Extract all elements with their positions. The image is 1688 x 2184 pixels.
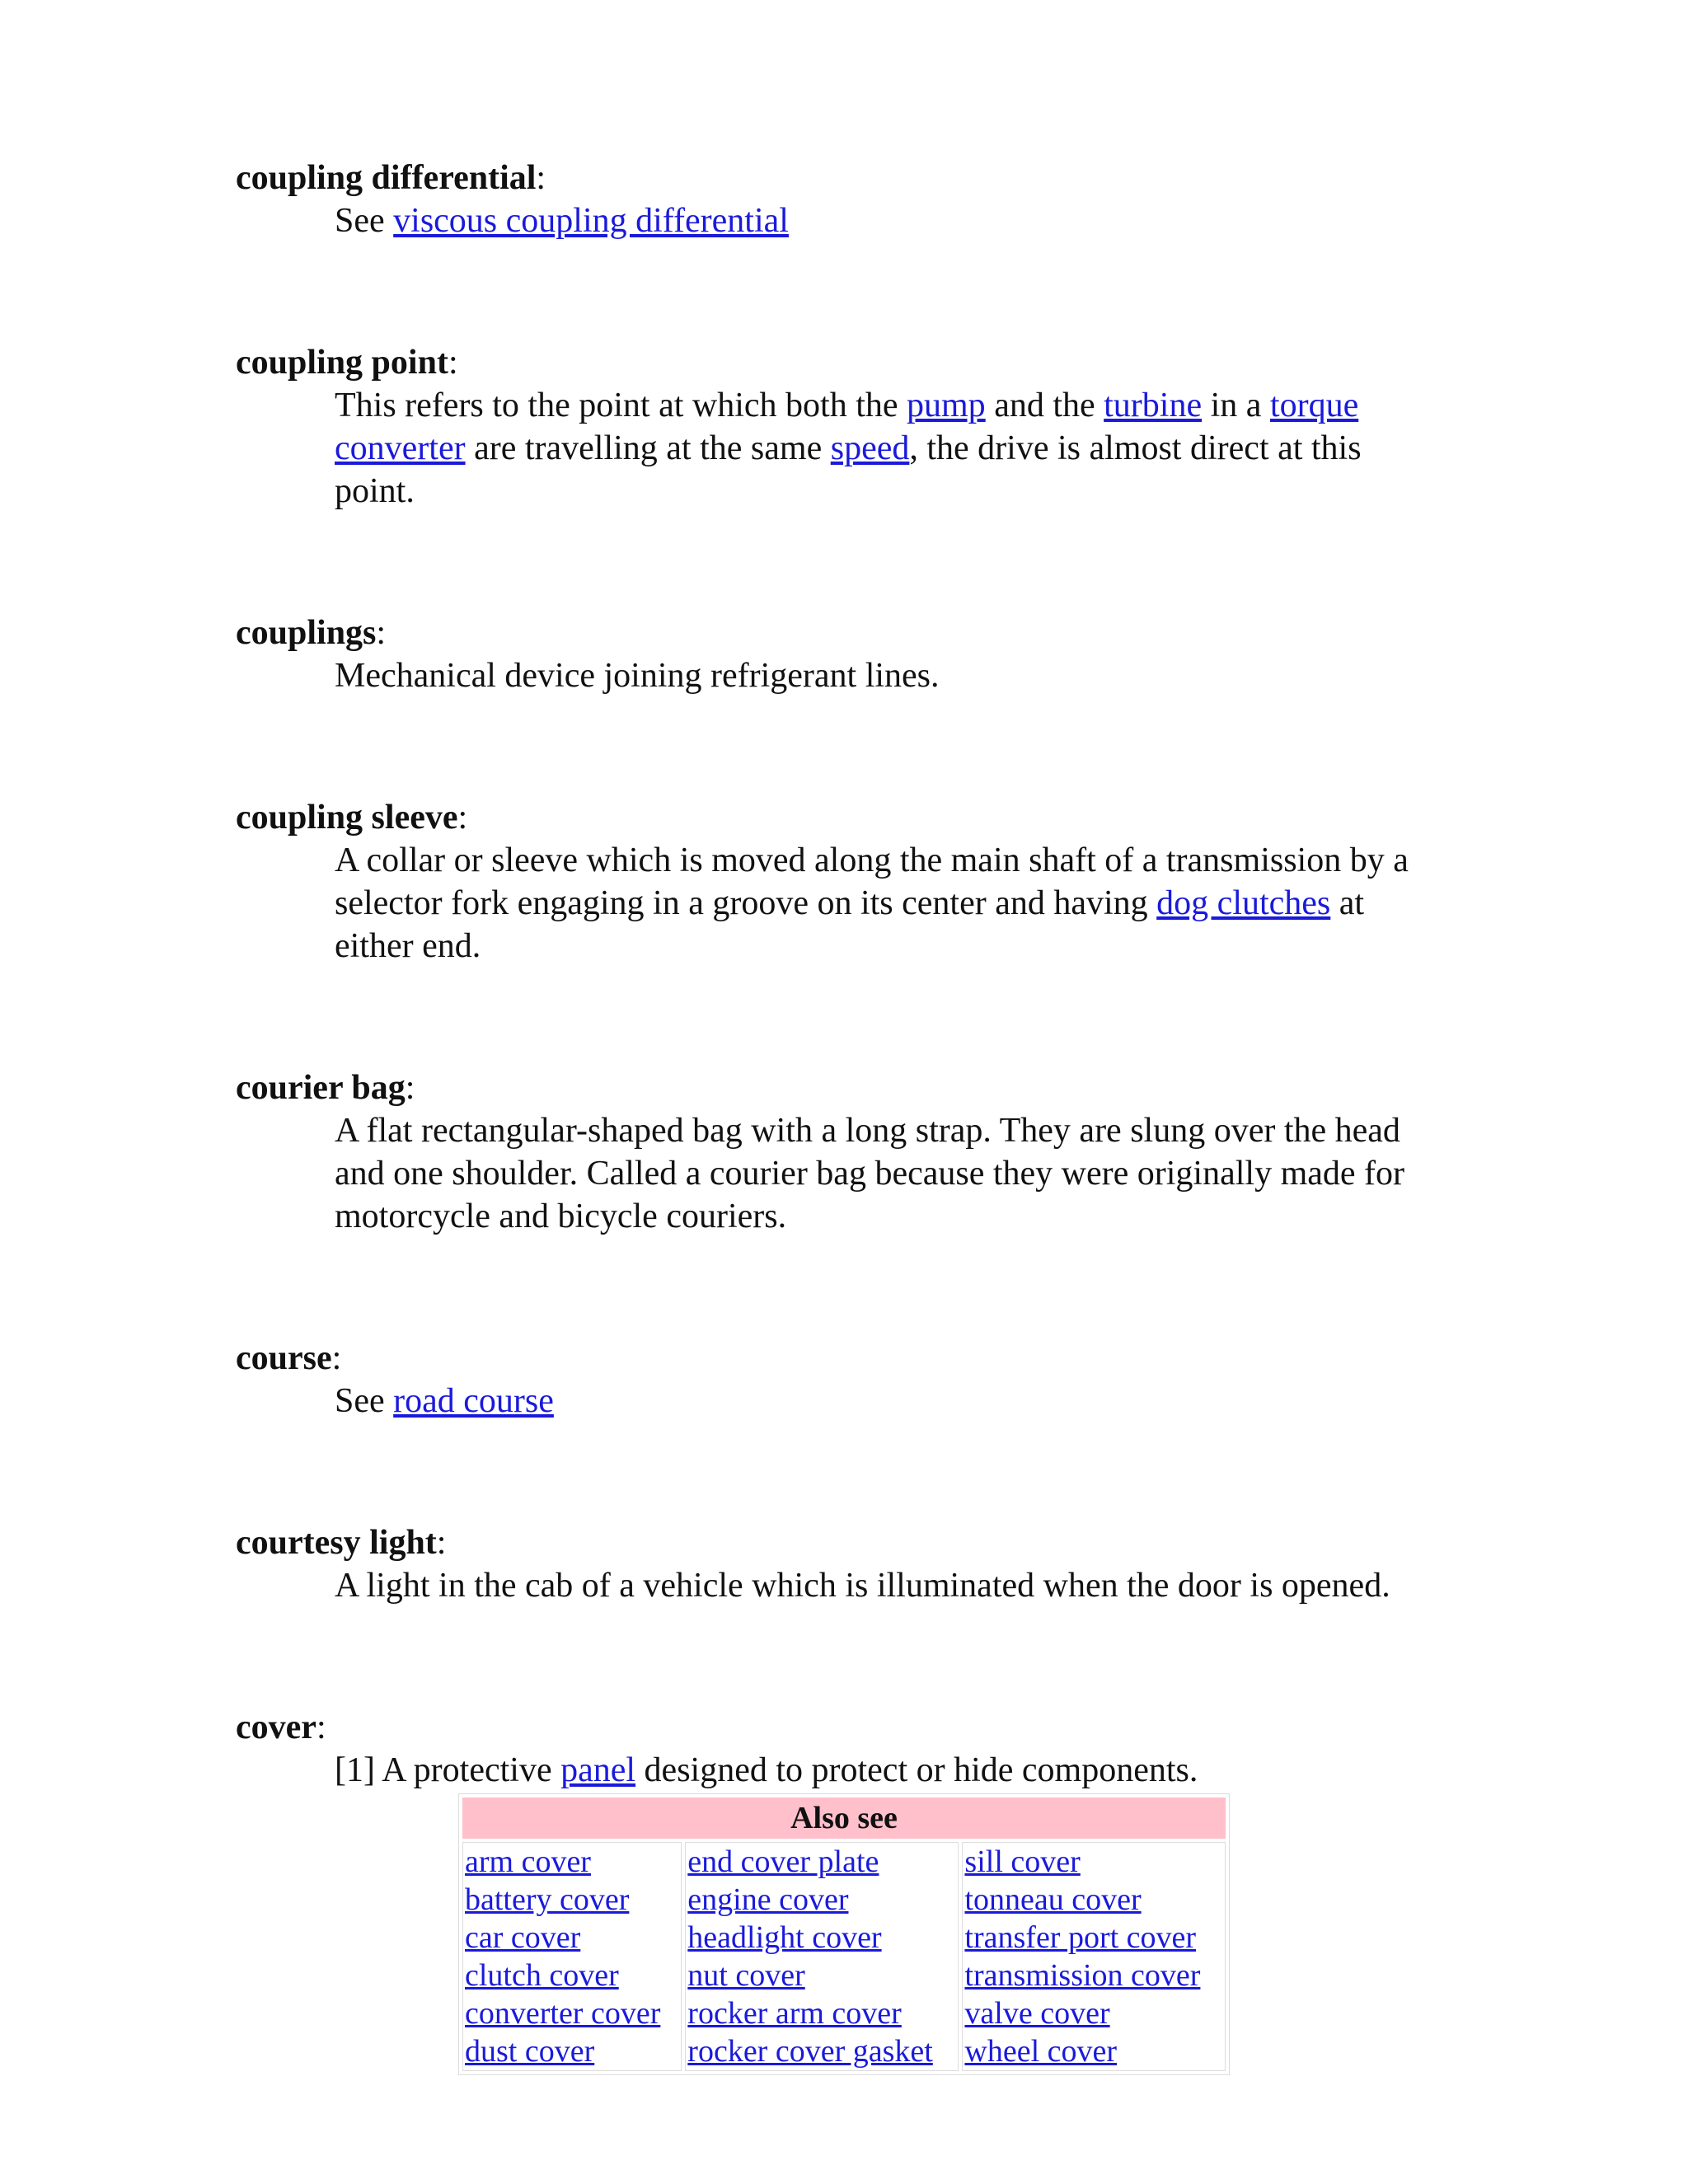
also-see-link-rocker-arm-cover[interactable]: rocker arm cover (687, 1996, 902, 2031)
entry-term-text: courier bag (236, 1069, 406, 1107)
entry-definition (335, 1380, 1439, 1422)
also-see-column (462, 1842, 682, 2071)
also-see-link-clutch-cover[interactable]: clutch cover (465, 1958, 619, 1993)
definition-text: [1] A protective (335, 1751, 561, 1789)
entry-term-text: coupling point (236, 344, 448, 382)
also-see-link-dust-cover[interactable]: dust cover (465, 2034, 595, 2069)
definition-text: in a (1202, 387, 1270, 424)
entry-definition (335, 384, 1439, 513)
also-see-link-tonneau-cover[interactable]: tonneau cover (964, 1882, 1142, 1917)
also-see-link-car-cover[interactable]: car cover (465, 1920, 581, 1955)
glossary-entry-cover (236, 1706, 1456, 2075)
definition-text: This refers to the point at which both the (335, 387, 907, 424)
also-see-link-wheel-cover[interactable]: wheel cover (964, 2034, 1118, 2069)
entry-term-text: course (236, 1339, 332, 1377)
glossary-page (236, 157, 1456, 2075)
entry-term: couplings: (236, 614, 387, 652)
glossary-entry-coupling-point (236, 341, 1456, 513)
entry-term-text: courtesy light (236, 1524, 437, 1562)
entry-term-text: coupling differential (236, 159, 537, 197)
entry-definition (335, 1564, 1439, 1607)
entry-term-text: coupling sleeve (236, 799, 458, 837)
definition-text: at either end. (335, 884, 1365, 965)
entry-definition (335, 654, 1439, 697)
also-see-box (458, 1793, 1230, 2075)
definition-text: See (335, 202, 394, 240)
definition-text: designed to protect or hide components. (635, 1751, 1198, 1789)
link-speed[interactable]: speed (830, 429, 910, 467)
definition-text: Mechanical device joining refrigerant lines. (335, 657, 940, 695)
also-see-link-valve-cover[interactable]: valve cover (964, 1996, 1110, 2031)
glossary-entry-courtesy-light (236, 1521, 1456, 1607)
entry-term-text: cover (236, 1708, 316, 1746)
also-see-link-engine-cover[interactable]: engine cover (687, 1882, 849, 1917)
link-torque-converter[interactable]: torque converter (335, 387, 1359, 467)
glossary-entry-courier-bag (236, 1066, 1456, 1238)
definition-text: and the (985, 387, 1104, 424)
glossary-entries (236, 157, 1456, 1607)
entry-term: coupling differential: (236, 159, 546, 197)
entry-term: coupling point: (236, 344, 458, 382)
also-see-link-sill-cover[interactable]: sill cover (964, 1844, 1081, 1879)
glossary-entry-course (236, 1337, 1456, 1422)
entry-term: cover: (236, 1708, 326, 1746)
entry-definition (335, 1749, 1439, 1792)
entry-term: coupling sleeve: (236, 799, 468, 837)
also-see-table (458, 1793, 1230, 2075)
also-see-link-end-cover-plate[interactable]: end cover plate (687, 1844, 879, 1879)
definition-text: , the drive is almost direct at this point. (335, 429, 1362, 510)
definition-text: A collar or sleeve which is moved along the main shaft of a transmission by a selector fork engaging in a groove on its center and having (335, 841, 1409, 922)
entry-term: courier bag: (236, 1069, 415, 1107)
definition-text: A flat rectangular-shaped bag with a long strap. They are slung over the head and one shoulder. Called a courier bag because they were originally made for motorcycle and bicycle couriers. (335, 1112, 1405, 1235)
entry-term-text: couplings (236, 614, 377, 652)
entry-term: courtesy light: (236, 1524, 447, 1562)
link-panel[interactable]: panel (560, 1751, 636, 1789)
link-turbine[interactable]: turbine (1104, 387, 1203, 424)
also-see-link-converter-cover[interactable]: converter cover (465, 1996, 661, 2031)
also-see-column (685, 1842, 959, 2071)
definition-text: A light in the cab of a vehicle which is illuminated when the door is opened. (335, 1567, 1390, 1605)
glossary-entry-coupling-differential (236, 157, 1456, 242)
entry-definition (335, 199, 1439, 242)
link-viscous-coupling-differential[interactable]: viscous coupling differential (393, 202, 789, 240)
entry-term: course: (236, 1339, 342, 1377)
also-see-heading: Also see (462, 1797, 1226, 1839)
glossary-entry-couplings (236, 612, 1456, 697)
also-see-row (462, 1842, 1226, 2071)
link-pump[interactable]: pump (907, 387, 986, 424)
also-see-link-transmission-cover[interactable]: transmission cover (964, 1958, 1201, 1993)
also-see-link-nut-cover[interactable]: nut cover (687, 1958, 805, 1993)
also-see-link-transfer-port-cover[interactable]: transfer port cover (964, 1920, 1197, 1955)
definition-text: See (335, 1382, 394, 1420)
also-see-column (962, 1842, 1226, 2071)
also-see-link-headlight-cover[interactable]: headlight cover (687, 1920, 882, 1955)
also-see-link-rocker-cover-gasket[interactable]: rocker cover gasket (687, 2034, 933, 2069)
link-road-course[interactable]: road course (393, 1382, 554, 1420)
glossary-entry-coupling-sleeve (236, 796, 1456, 968)
also-see-link-arm-cover[interactable]: arm cover (465, 1844, 591, 1879)
link-dog-clutches[interactable]: dog clutches (1156, 884, 1331, 922)
also-see-link-battery-cover[interactable]: battery cover (465, 1882, 630, 1917)
entry-definition (335, 1109, 1439, 1238)
entry-definition (335, 839, 1439, 968)
definition-text: are travelling at the same (465, 429, 831, 467)
